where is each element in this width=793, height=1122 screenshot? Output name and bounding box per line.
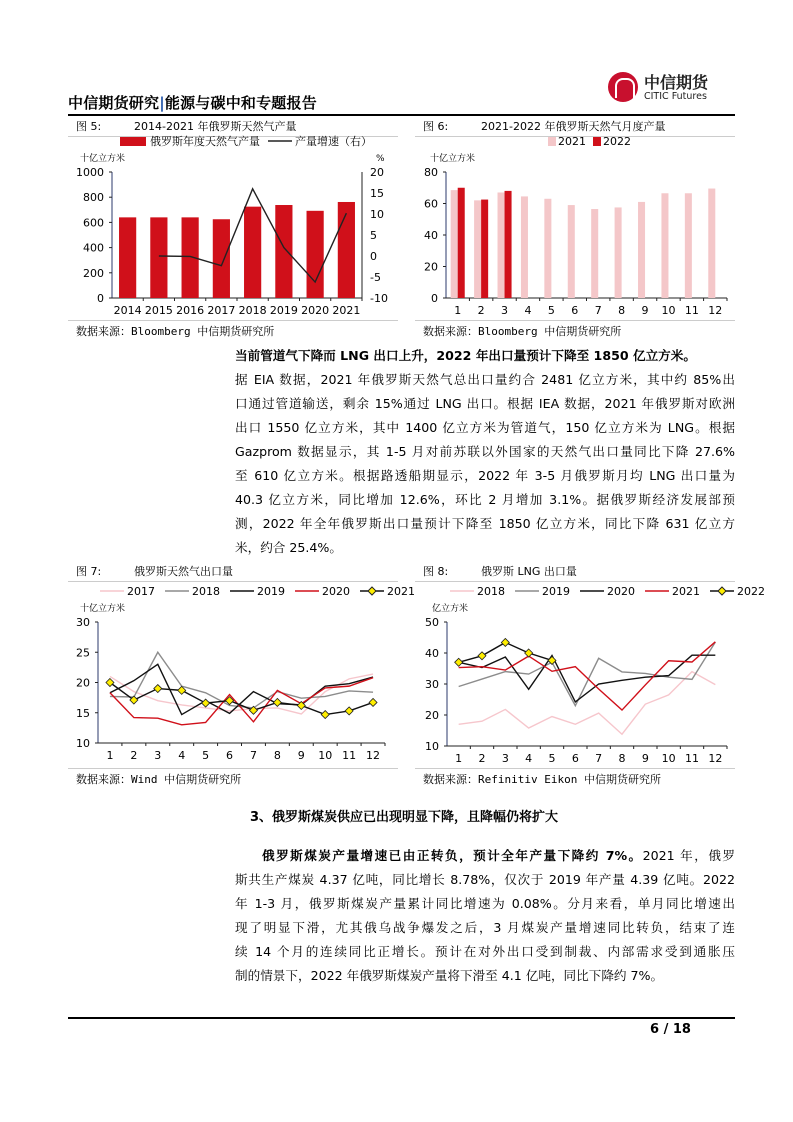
- x-tick-label: 6: [226, 749, 234, 762]
- x-tick-label: 2019: [269, 304, 298, 317]
- text-span: 2021 年，俄罗: [642, 848, 735, 863]
- x-tick-label: 3: [501, 304, 509, 317]
- text-line: 至 610 亿立方米。根据路透船期显示，2022 年 3-5 月俄罗斯月均 LNG 出口量为: [235, 468, 735, 483]
- x-tick-label: 2017: [207, 304, 236, 317]
- x-tick-label: 7: [249, 749, 257, 762]
- x-tick-label: 10: [661, 304, 676, 317]
- y-tick-label: 30: [76, 616, 90, 629]
- x-tick-label: 8: [618, 752, 626, 765]
- y2-tick-label: 5: [370, 229, 377, 242]
- x-tick-label: 11: [684, 304, 699, 317]
- y-tick-label: 1000: [76, 166, 104, 179]
- y-tick-label: 20: [425, 709, 439, 722]
- figure-caption: 俄罗斯 LNG 出口量: [481, 565, 577, 578]
- x-tick-label: 2015: [144, 304, 173, 317]
- legend-label: 2020: [607, 585, 635, 598]
- x-tick-label: 2: [477, 304, 485, 317]
- text-line: 现了明显下滑，尤其俄乌战争爆发之后，3 月煤炭产量增速同比转负，结束了连: [235, 920, 735, 935]
- x-tick-label: 9: [641, 304, 649, 317]
- figure-number: 图 6:: [423, 120, 449, 133]
- text-line: 出口 1550 亿立方米，其中 1400 亿立方米为管道气，150 亿立方米为 LNG。根据: [235, 420, 735, 435]
- x-tick-label: 4: [525, 752, 533, 765]
- legend-label: 2017: [127, 585, 155, 598]
- x-tick-label: 1: [106, 749, 114, 762]
- y-tick-label: 800: [83, 191, 104, 205]
- logo-cn: 中信期货: [644, 73, 709, 92]
- x-tick-label: 5: [202, 749, 210, 762]
- text-line: 米，约合 25.4%。: [235, 540, 342, 555]
- figure-5-source: 数据来源：Bloomberg 中信期货研究所: [76, 325, 275, 338]
- text-line: 斯共生产煤炭 4.37 亿吨，同比增长 8.78%，仅次于 2019 年产量 4.39 亿吨。2022: [235, 872, 735, 887]
- x-tick-label: 10: [318, 749, 333, 762]
- marker-2022: [478, 652, 486, 660]
- legend-label: 2021: [558, 135, 586, 148]
- marker-2022: [525, 649, 533, 657]
- x-tick-label: 4: [178, 749, 186, 762]
- y-axis-unit: 十亿立方米: [80, 604, 126, 614]
- y-tick-label: 0: [431, 292, 438, 305]
- y2-tick-label: 10: [370, 208, 384, 221]
- x-tick-label: 10: [661, 752, 676, 765]
- text-line: 续 14 个月的连续同比正增长。预计在对外出口受到制裁、内部需求受到通胀压: [235, 944, 735, 959]
- x-tick-label: 2: [130, 749, 138, 762]
- figure-caption: 俄罗斯天然气出口量: [134, 565, 233, 578]
- legend-label: 产量增速（右）: [295, 135, 372, 148]
- y-axis-unit: 亿立方米: [432, 604, 469, 614]
- figure-6-source: 数据来源：Bloomberg 中信期货研究所: [423, 325, 622, 338]
- y-tick-label: 10: [425, 740, 439, 753]
- figure-8-source: 数据来源：Refinitiv Eikon 中信期货研究所: [423, 773, 661, 786]
- x-tick-label: 6: [571, 304, 579, 317]
- paragraph-lead: 俄罗斯煤炭产量增速已由正转负，预计全年产量下降约 7%。: [262, 848, 643, 863]
- y-tick-label: 40: [425, 647, 439, 660]
- x-tick-label: 11: [685, 752, 699, 765]
- y2-tick-label: 15: [370, 187, 384, 200]
- y-axis-unit: 十亿立方米: [430, 154, 476, 164]
- legend-label: 2018: [192, 585, 220, 598]
- x-tick-label: 3: [501, 752, 509, 765]
- x-tick-label: 6: [571, 752, 579, 765]
- text-line: Gazprom 数据显示，其 1-5 月对前苏联以外国家的天然气出口量同比下降 27.6%: [235, 444, 735, 459]
- y-tick-label: 600: [83, 216, 104, 230]
- y-tick-label: 0: [97, 292, 104, 305]
- y-tick-label: 10: [76, 737, 90, 750]
- logo-en: CITIC Futures: [644, 91, 707, 102]
- marker-2022: [501, 638, 509, 646]
- figure-number: 图 8:: [423, 565, 449, 578]
- legend-label: 俄罗斯年度天然气产量: [150, 135, 260, 148]
- header-separator: |: [159, 94, 165, 112]
- legend-label: 2019: [542, 585, 570, 598]
- y2-axis-unit: %: [376, 154, 385, 164]
- x-tick-label: 5: [547, 304, 555, 317]
- y2-tick-label: 0: [370, 250, 377, 263]
- y-tick-label: 15: [76, 706, 90, 720]
- legend-label: 2018: [477, 585, 505, 598]
- x-tick-label: 1: [454, 304, 462, 317]
- y-tick-label: 60: [424, 197, 438, 211]
- header-org: 中信期货研究: [68, 94, 160, 112]
- legend-label: 2022: [603, 135, 631, 148]
- marker-2022: [455, 658, 463, 666]
- x-tick-label: 9: [641, 752, 649, 765]
- paragraph-coal: [235, 844, 735, 988]
- y-tick-label: 30: [425, 678, 439, 691]
- x-tick-label: 2016: [176, 304, 205, 317]
- text-line: 测，2022 年全年俄罗斯出口量预计下降至 1850 亿立方米，同比下降 631 亿立方: [235, 516, 735, 531]
- x-tick-label: 2014: [113, 304, 142, 317]
- legend-label: 2019: [257, 585, 285, 598]
- text-line: 据 EIA 数据，2021 年俄罗斯天然气总出口量约合 2481 亿立方米，其中约 85%出: [235, 372, 735, 387]
- line-2019: [459, 642, 716, 706]
- header-topic: 能源与碳中和专题报告: [164, 94, 317, 112]
- x-tick-label: 12: [366, 749, 381, 762]
- legend-label: 2020: [322, 585, 350, 598]
- paragraph-heading: 当前管道气下降而 LNG 出口上升，2022 年出口量预计下降至 1850 亿立方米。: [235, 348, 696, 363]
- figure-number: 图 5:: [76, 120, 102, 133]
- section-heading: 3、俄罗斯煤炭供应已出现明显下降，且降幅仍将扩大: [250, 810, 559, 825]
- y2-tick-label: -10: [370, 292, 388, 305]
- x-tick-label: 8: [273, 749, 281, 762]
- text-line: 年 1-3 月，俄罗斯煤炭产量累计同比增速为 0.08%。分月来看，单月同比增速出: [235, 896, 735, 911]
- y-tick-label: 20: [76, 676, 90, 690]
- x-tick-label: 2018: [238, 304, 267, 317]
- x-tick-label: 11: [342, 749, 357, 762]
- x-tick-label: 12: [708, 304, 723, 317]
- y-tick-label: 80: [424, 166, 438, 179]
- text-line: 制的情景下，2022 年俄罗斯煤炭产量将下滑至 4.1 亿吨，同比下降约 7%。: [235, 968, 664, 983]
- page-number: 6 / 18: [650, 1022, 691, 1037]
- x-tick-label: 9: [297, 749, 305, 762]
- x-tick-label: 4: [524, 304, 532, 317]
- x-tick-label: 12: [708, 752, 723, 765]
- legend-label: 2022: [737, 585, 765, 598]
- y-tick-label: 50: [425, 616, 439, 629]
- text-line: 40.3 亿立方米，同比增加 12.6%，环比 2 月增加 3.1%。据俄罗斯经济发展部预: [235, 492, 735, 507]
- y-tick-label: 40: [424, 229, 438, 242]
- legend-label: 2021: [387, 585, 415, 598]
- text-line: 口通过管道输送，剩余 15%通过 LNG 出口。根据 IEA 数据，2021 年俄罗斯对欧洲: [235, 396, 735, 411]
- x-tick-label: 1: [455, 752, 463, 765]
- text-line: [235, 844, 735, 868]
- y2-tick-label: -5: [370, 271, 381, 284]
- x-tick-label: 3: [154, 749, 162, 762]
- line-2021: [459, 642, 716, 710]
- x-tick-label: 8: [618, 304, 626, 317]
- y-tick-label: 20: [424, 260, 438, 274]
- figure-caption: 2014-2021 年俄罗斯天然气产量: [134, 120, 297, 133]
- y-tick-label: 25: [76, 646, 90, 660]
- y2-tick-label: 20: [370, 166, 384, 179]
- legend-label: 2021: [672, 585, 700, 598]
- y-tick-label: 400: [83, 241, 104, 255]
- x-tick-label: 2: [478, 752, 486, 765]
- figure-caption: 2021-2022 年俄罗斯天然气月度产量: [481, 120, 666, 133]
- figure-7-source: 数据来源：Wind 中信期货研究所: [76, 773, 242, 786]
- x-tick-label: 2020: [301, 304, 330, 317]
- footer-rule: [68, 1017, 735, 1019]
- legend-marker: [718, 587, 726, 595]
- x-tick-label: 7: [595, 752, 603, 765]
- x-tick-label: 7: [594, 304, 602, 317]
- figure-number: 图 7:: [76, 565, 102, 578]
- y-tick-label: 200: [83, 266, 104, 280]
- x-tick-label: 2021: [332, 304, 361, 317]
- x-tick-label: 5: [548, 752, 556, 765]
- y-axis-unit: 十亿立方米: [80, 154, 126, 164]
